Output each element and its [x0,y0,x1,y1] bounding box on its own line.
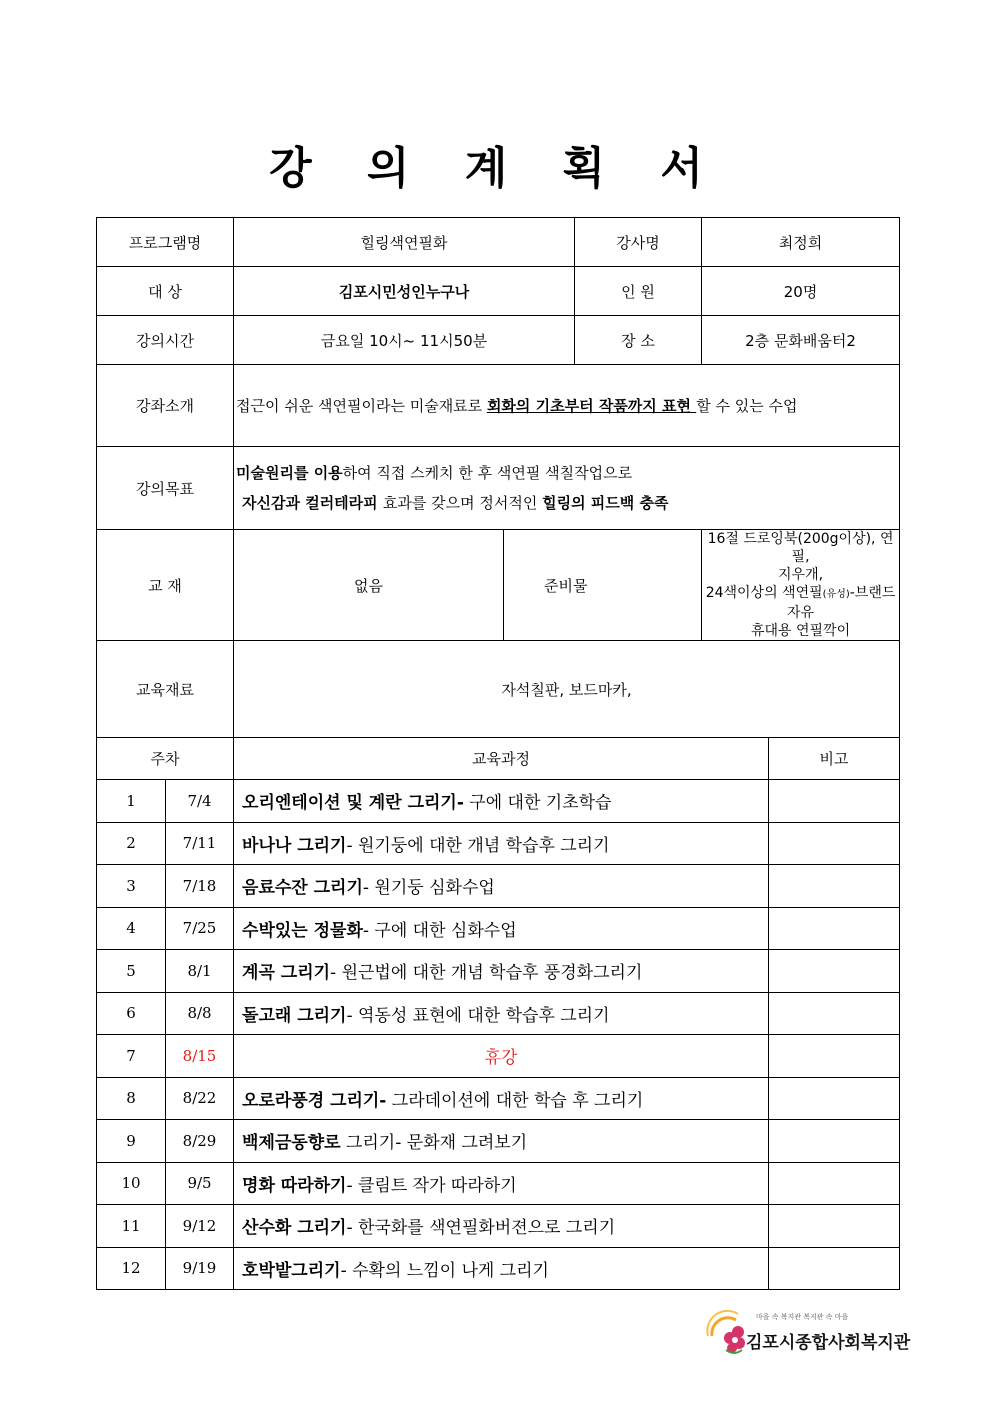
prep-line-3c: -브랜드자유 [787,585,896,621]
course-desc: 그라데이션에 대한 학습 후 그리기 [386,1090,644,1111]
week-date: 9/19 [166,1247,234,1290]
week-date: 7/18 [166,865,234,908]
lecture-plan-table [96,217,900,1290]
target-label: 대 상 [97,267,234,316]
course-cell [234,1247,769,1290]
goal-text-2b: 효과를 갖으며 정서적인 [382,494,543,512]
course-title: 오로라풍경 그리기- [242,1090,387,1111]
week-number: 5 [97,950,166,993]
week-number: 10 [97,1162,166,1205]
target [234,267,575,316]
week-number: 1 [97,780,166,823]
week-number: 11 [97,1205,166,1248]
logo-emblem-icon [706,1310,750,1356]
course-cell [234,780,769,823]
table-row [97,780,900,823]
course-cell [234,1077,769,1120]
week-number: 9 [97,1120,166,1163]
prep-line-3b: (유성) [822,589,850,600]
course-desc: - 클림트 작가 따라하기 [346,1175,517,1196]
course-title: 바나나 그리기 [242,835,347,856]
course-cell [234,907,769,950]
intro [234,365,900,447]
place-label: 장 소 [575,316,702,365]
schedule-body [97,780,900,1290]
course-header: 교육과정 [234,738,769,780]
course-cell [234,950,769,993]
prep-line-2: 지우개, [778,567,824,583]
note-cell [769,907,900,950]
table-row [97,1035,900,1078]
instructor-label: 강사명 [575,218,702,267]
course-desc: - 역동성 표현에 대한 학습후 그리기 [346,1005,610,1026]
course-title: 명화 따라하기 [242,1175,347,1196]
course-title: 수박있는 정물화 [242,920,363,941]
week-date: 9/5 [166,1162,234,1205]
intro-label: 강좌소개 [97,365,234,447]
prep-line-1: 16절 드로잉북(200g이상), 연필, [707,531,894,565]
prep-label: 준비물 [504,530,702,641]
course-title: 백제금동향로 [242,1133,341,1154]
goal-text-1a: 미술원리를 이용 [236,464,343,482]
week-date: 8/22 [166,1077,234,1120]
week-date: 9/12 [166,1205,234,1248]
course-desc: - 구에 대한 심화수업 [362,920,517,941]
week-date: 8/8 [166,992,234,1035]
course-cell [234,822,769,865]
table-row [97,1077,900,1120]
week-header: 주차 [97,738,234,780]
textbook-label: 교 재 [97,530,234,641]
goal [234,447,900,530]
week-number: 4 [97,907,166,950]
logo-tagline: 마을 속 복지관 복지관 속 마을 [756,1313,849,1321]
materials: 자석칠판, 보드마카, [234,641,900,738]
table-row [97,1120,900,1163]
week-number: 8 [97,1077,166,1120]
program-label: 프로그램명 [97,218,234,267]
headcount: 20명 [702,267,900,316]
goal-text-2a: 자신감과 컬러테라피 [242,494,383,512]
intro-text-highlight: 회화의 기초부터 작품까지 표현 [486,397,697,415]
materials-label: 교육재료 [97,641,234,738]
table-row [97,950,900,993]
course-desc: 구에 대한 기초학습 [463,793,612,814]
course-title: 호박밭그리기 [242,1260,341,1281]
week-date: 8/15 [166,1035,234,1078]
note-cell [769,780,900,823]
course-cell [234,1162,769,1205]
time: 금요일 10시~ 11시50분 [234,316,575,365]
time-label: 강의시간 [97,316,234,365]
note-cell [769,1035,900,1078]
course-desc: - 원기둥 심화수업 [362,878,495,899]
course-title: 계곡 그리기 [242,963,331,984]
logo [706,1308,911,1358]
goal-text-2c: 힐링의 피드백 충족 [542,494,669,512]
table-row [97,992,900,1035]
course-title: 음료수잔 그리기 [242,878,363,899]
note-cell [769,950,900,993]
note-cell [769,1162,900,1205]
course-desc: - 수확의 느낌이 나게 그리기 [340,1260,549,1281]
week-date: 7/25 [166,907,234,950]
week-date: 7/11 [166,822,234,865]
course-title: 오리엔테이션 및 계란 그리기- [242,793,464,814]
course-title: 돌고래 그리기 [242,1005,347,1026]
course-cell [234,1205,769,1248]
intro-text-a: 접근이 쉬운 색연필이라는 미술재료로 [236,397,487,415]
instructor: 최정희 [702,218,900,267]
course-desc: 그리기- 문화재 그려보기 [340,1133,528,1154]
table-row [97,865,900,908]
week-number: 6 [97,992,166,1035]
table-row [97,822,900,865]
table-row [97,1205,900,1248]
note-header: 비고 [769,738,900,780]
course-desc: - 원기둥에 대한 개념 학습후 그리기 [346,835,610,856]
week-number: 3 [97,865,166,908]
note-cell [769,822,900,865]
note-cell [769,865,900,908]
headcount-label: 인 원 [575,267,702,316]
logo-name: 김포시종합사회복지관 [746,1333,911,1353]
intro-text-c: 할 수 있는 수업 [696,397,798,415]
course-desc: - 한국화를 색연필화버젼으로 그리기 [346,1218,616,1239]
note-cell [769,992,900,1035]
target-text: 김포시민성인누구나 [338,282,470,301]
note-cell [769,1205,900,1248]
note-cell [769,1077,900,1120]
goal-label: 강의목표 [97,447,234,530]
week-number: 2 [97,822,166,865]
place: 2층 문화배움터2 [702,316,900,365]
course-cell [234,865,769,908]
week-date: 8/1 [166,950,234,993]
note-cell [769,1120,900,1163]
page-title: 강 의 계 획 서 [269,143,723,194]
course-title: 산수화 그리기 [242,1218,347,1239]
week-number: 12 [97,1247,166,1290]
prep [702,530,900,641]
week-date: 7/4 [166,780,234,823]
textbook: 없음 [234,530,504,641]
prep-line-3a: 24색이상의 색연필 [705,585,823,601]
course-cell [234,1120,769,1163]
course-cell [234,992,769,1035]
table-row [97,907,900,950]
course-desc: - 원근법에 대한 개념 학습후 풍경화그리기 [330,963,643,984]
week-number: 7 [97,1035,166,1078]
program-name: 힐링색연필화 [234,218,575,267]
week-date: 8/29 [166,1120,234,1163]
note-cell [769,1247,900,1290]
goal-text-1b: 하여 직접 스케치 한 후 색연필 색칠작업으로 [342,464,633,482]
table-row [97,1162,900,1205]
table-row [97,1247,900,1290]
course-cell: 휴강 [234,1035,769,1078]
prep-line-4: 휴대용 연필깍이 [750,623,851,639]
